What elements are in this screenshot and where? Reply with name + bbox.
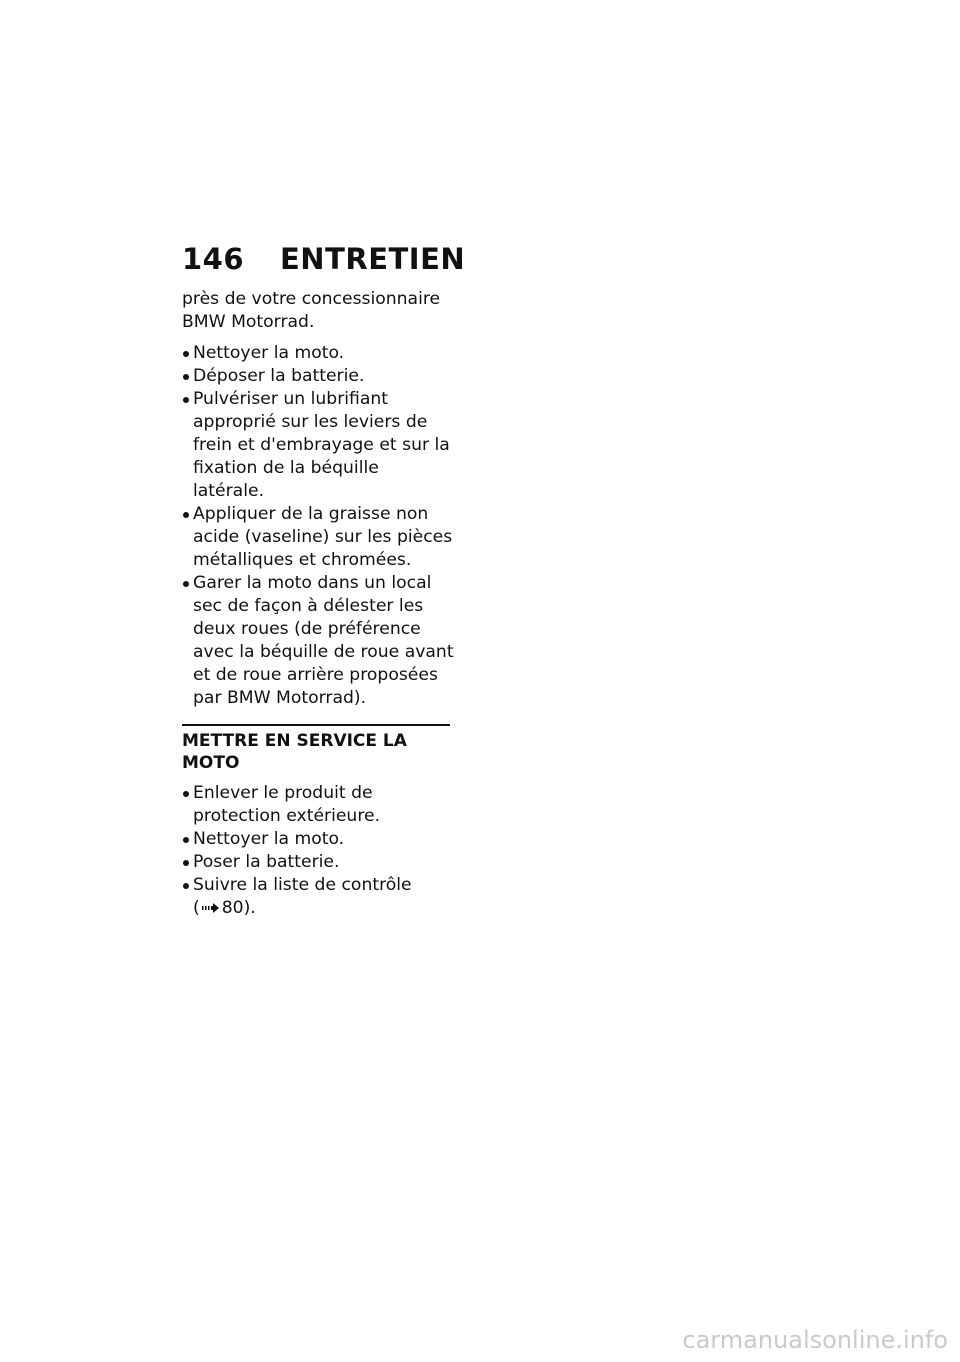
list-item: Appliquer de la graisse non acide (vaseline) sur les pièces métalliques et chromées. <box>182 503 454 572</box>
list-item: Nettoyer la moto. <box>182 342 454 365</box>
list-item: Enlever le produit de protection extérieure. <box>182 782 454 828</box>
page-header <box>182 242 465 276</box>
storage-steps-list <box>182 342 454 710</box>
list-item: Déposer la batterie. <box>182 365 454 388</box>
page-reference[interactable]: ( 80). <box>193 898 256 918</box>
list-item: Garer la moto dans un local sec de façon à délester les deux roues (de préférence avec la béquille de roue avant et de roue arrière proposées par BMW Motorrad). <box>182 572 454 710</box>
bullet-dot-icon <box>183 512 189 518</box>
page-number: 146 <box>182 242 245 276</box>
list-item: Pulvériser un lubrifiant approprié sur les leviers de frein et d'embrayage et sur la fixation de la béquille latérale. <box>182 388 454 503</box>
bullet-dot-icon <box>183 883 189 889</box>
page-reference-arrow-icon <box>202 902 220 914</box>
list-item: Nettoyer la moto. <box>182 828 454 851</box>
bullet-dot-icon <box>183 397 189 403</box>
watermark: carmanualsonline.info <box>682 1326 948 1354</box>
bullet-dot-icon <box>183 860 189 866</box>
bullet-dot-icon <box>183 837 189 843</box>
section-divider <box>182 724 450 726</box>
list-item: Poser la batterie. <box>182 851 454 874</box>
bullet-dot-icon <box>183 791 189 797</box>
chapter-title: ENTRETIEN <box>280 242 466 276</box>
intro-paragraph: près de votre concessionnaire BMW Motorrad. <box>182 289 441 332</box>
list-item: Suivre la liste de contrôle ( 80). <box>182 874 454 920</box>
bullet-dot-icon <box>183 374 189 380</box>
content-column <box>182 288 454 920</box>
recommission-steps-list <box>182 782 454 920</box>
section-heading: METTRE EN SERVICE LA MOTO <box>182 731 407 773</box>
bullet-dot-icon <box>183 351 189 357</box>
bullet-dot-icon <box>183 581 189 587</box>
